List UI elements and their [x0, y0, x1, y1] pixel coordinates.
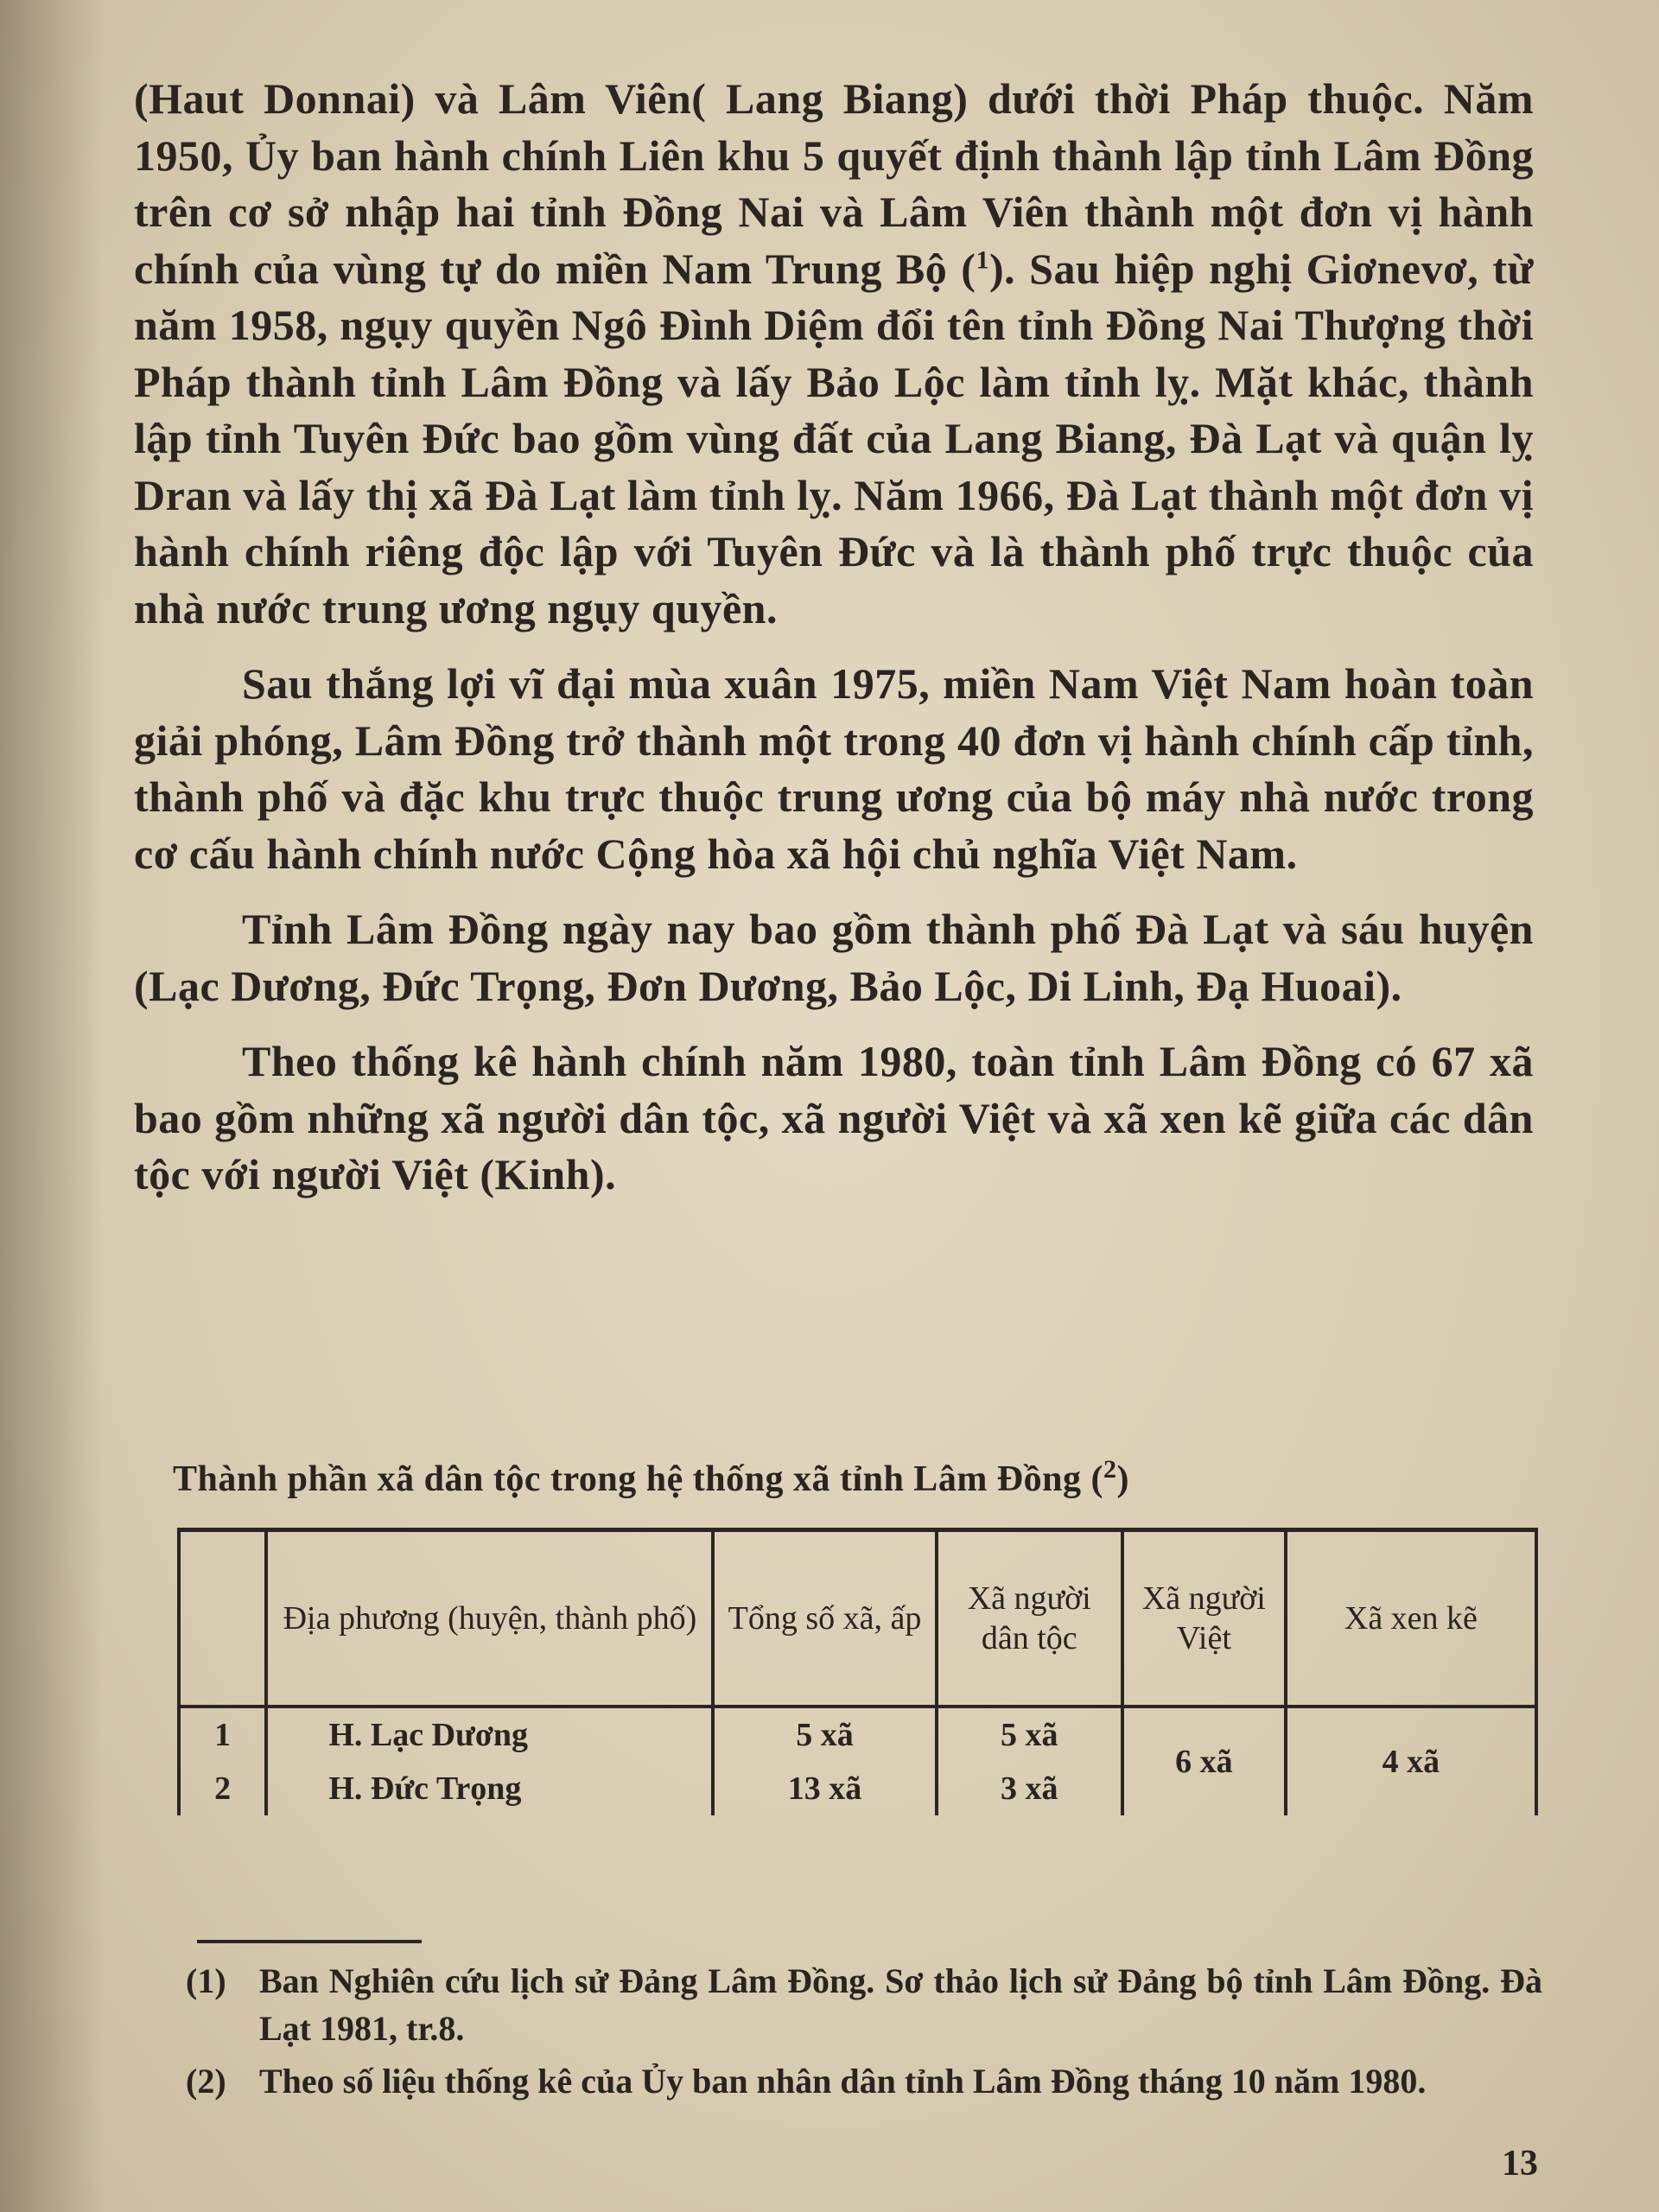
table-caption-text: Thành phần xã dân tộc trong hệ thống xã tỉnh Lâm Đồng ( — [173, 1459, 1103, 1499]
header-ethnic: Xã người dân tộc — [937, 1530, 1122, 1707]
footnote-ref-1: 1 — [976, 245, 989, 274]
row-locality: H. Lạc Dương — [266, 1707, 713, 1762]
footnote-ref-2: 2 — [1103, 1455, 1117, 1484]
paragraph-2: Sau thắng lợi vĩ đại mùa xuân 1975, miền Nam Việt Nam hoàn toàn giải phóng, Lâm Đồng trở thành một trong 40 đơn vị hành chính cấp tỉnh, thành phố và đặc khu trực thuộc trung ương của bộ máy nhà nước trong cơ cấu hành chính nước Cộng hòa xã hội chủ nghĩa Việt Nam. — [134, 659, 1534, 878]
footnote-2 — [186, 2057, 1542, 2105]
paragraph-1-tail: ). Sau hiệp nghị Giơnevơ, từ năm 1958, ngụy quyền Ngô Đình Diệm đổi tên tỉnh Đồng Nai Thượng thời Pháp thành tỉnh Lâm Đồng và lấy Bảo Lộc làm tỉnh lỵ. Mặt khác, thành lập tỉnh Tuyên Đức bao gồm vùng đất của Lang Biang, Đà Lạt và quận lỵ Dran và lấy thị xã Đà Lạt làm tỉnh lỵ. Năm 1966, Đà Lạt thành một đơn vị hành chính riêng độc lập với Tuyên Đức và là thành phố trực thuộc của nhà nước trung ương ngụy quyền. — [134, 244, 1534, 632]
body-text — [134, 71, 1534, 1223]
commune-table — [177, 1528, 1538, 1815]
row-viet-merged: 6 xã — [1122, 1707, 1286, 1815]
row-total: 5 xã — [713, 1707, 936, 1762]
table-header-row — [179, 1530, 1536, 1707]
footnotes — [186, 1957, 1542, 2110]
row-locality: H. Đức Trọng — [266, 1762, 713, 1815]
paragraph-1-head: (Haut Donnai) và Lâm Viên( Lang Biang) dưới thời Pháp thuộc. Năm 1950, Ủy ban hành chính Liên khu 5 quyết định thành lập tỉnh Lâm Đồng trên cơ sở nhập hai tỉnh Đồng Nai và Lâm Viên thành một đơn vị hành chính của vùng tự do miền Nam Trung Bộ ( — [134, 74, 1534, 293]
footnote-1 — [186, 1957, 1542, 2052]
row-ethnic: 3 xã — [937, 1762, 1122, 1815]
footnote-number: (1) — [186, 1961, 226, 2000]
row-total: 13 xã — [713, 1762, 936, 1815]
paragraph-3: Tỉnh Lâm Đồng ngày nay bao gồm thành phố Đà Lạt và sáu huyện (Lạc Dương, Đức Trọng, Đơn Dương, Bảo Lộc, Di Linh, Đạ Huoai). — [134, 905, 1534, 1010]
row-mixed-merged: 4 xã — [1286, 1707, 1536, 1815]
footnote-text: Ban Nghiên cứu lịch sử Đảng Lâm Đồng. Sơ thảo lịch sử Đảng bộ tỉnh Lâm Đồng. Đà Lạt 1981, tr.8. — [259, 1961, 1542, 2048]
header-total: Tổng số xã, ấp — [713, 1530, 936, 1707]
footnote-divider — [197, 1940, 422, 1943]
row-ethnic: 5 xã — [937, 1707, 1122, 1762]
page-gutter-shadow — [0, 0, 104, 2212]
table-row — [179, 1707, 1536, 1762]
table-caption-close: ) — [1116, 1459, 1129, 1499]
header-mixed: Xã xen kẽ — [1286, 1530, 1536, 1707]
header-viet: Xã người Việt — [1122, 1530, 1286, 1707]
header-locality: Địa phương (huyện, thành phố) — [266, 1530, 713, 1707]
paragraph-1 — [134, 71, 1534, 637]
header-index — [179, 1530, 266, 1707]
table-caption — [173, 1455, 1547, 1500]
footnote-number: (2) — [186, 2062, 226, 2101]
page-number: 13 — [1502, 2144, 1538, 2183]
paragraph-4: Theo thống kê hành chính năm 1980, toàn tỉnh Lâm Đồng có 67 xã bao gồm những xã người dân tộc, xã người Việt và xã xen kẽ giữa các dân tộc với người Việt (Kinh). — [134, 1037, 1534, 1198]
row-index: 1 — [179, 1707, 266, 1762]
row-index: 2 — [179, 1762, 266, 1815]
footnote-text: Theo số liệu thống kê của Ủy ban nhân dân tỉnh Lâm Đồng tháng 10 năm 1980. — [259, 2062, 1427, 2101]
